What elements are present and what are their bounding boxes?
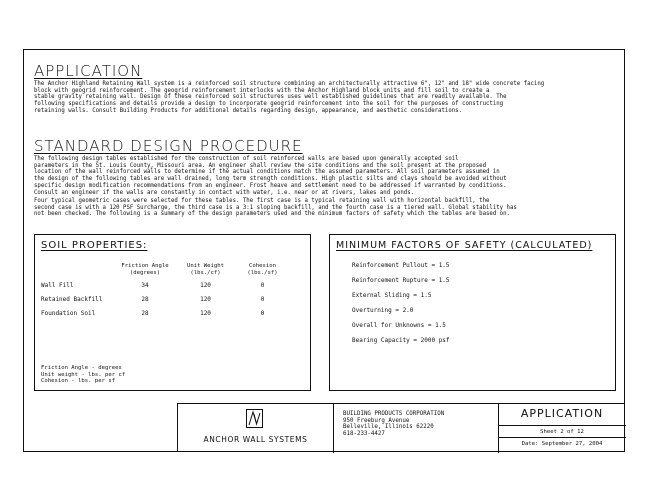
soil-legend — [41, 365, 125, 385]
soil-properties-title: SOIL PROPERTIES: — [41, 240, 148, 251]
safety-item: External Sliding = 1.5 — [352, 292, 432, 299]
sheet-date: Date: September 27, 2004 — [521, 441, 603, 447]
drawing-sheet — [23, 49, 625, 452]
application-heading: APPLICATION — [34, 62, 143, 80]
col-header-cohesion: Cohesion (lbs./sf) — [247, 263, 278, 276]
safety-item: Overturning = 2.0 — [352, 307, 414, 314]
procedure-paragraph-2: Four typical geometric cases were selected for these tables. The first case is a typical retaining wall with horizontal backfill, the second case is with a 120 PSF Surcharge, the third case is a 3:1 sloping backfill, and the fourth case is a tiered wall. Global stability has not been checked. The following is a summary of the design parameters used and the minimum factors of safety which the tables are based on. — [34, 198, 517, 218]
procedure-heading: STANDARD DESIGN PROCEDURE — [34, 137, 303, 155]
address-line: 618-233-4427 — [343, 430, 385, 437]
title-block — [177, 403, 625, 452]
soil-weight: 120 — [200, 282, 211, 289]
address-line: Belleville, Illinois 62220 — [343, 424, 434, 431]
sheet-number: Sheet 2 of 12 — [540, 429, 584, 435]
table-row — [35, 296, 310, 306]
soil-cohesion: 0 — [260, 296, 265, 303]
table-row — [35, 282, 310, 292]
soil-weight: 120 — [200, 310, 211, 317]
soil-name: Foundation Soil — [41, 310, 96, 317]
procedure-paragraph-1: The following design tables established for the construction of soil reinforced walls are based upon generally accepted soil parameters in the St. Louis County, Missouri area. An engineer shall review the site conditions and the soil present at the proposed location of the wall reinforced walls to determine if the actual conditions match the assumed parameters. All soil parameters assumed in the design of the following tables are wall drained, long term strength conditions. High plastic silts and clays should be avoided without specific design modification recommendations from an engineer. Frost heave and settlement need to be addressed if warranted by conditions. Consult an engineer if the walls are constantly in contact with water, i.e. near or at rivers, lakes and ponds. — [34, 156, 507, 196]
safety-item: Reinforcement Rupture = 1.5 — [352, 277, 450, 284]
soil-cohesion: 0 — [260, 282, 265, 289]
address-line: 950 Freeburg Avenue — [343, 417, 410, 424]
safety-item: Overall for Unknowns = 1.5 — [352, 322, 446, 329]
soil-weight: 120 — [200, 296, 211, 303]
address-line: BUILDING PRODUCTS CORPORATION — [343, 411, 445, 417]
soil-friction: 28 — [141, 310, 149, 317]
table-row — [35, 310, 310, 320]
safety-factors-title: MINIMUM FACTORS OF SAFETY (CALCULATED) — [336, 240, 593, 251]
address-block — [343, 411, 444, 437]
legend-line: Cohesion - lbs. per sf — [41, 378, 116, 385]
soil-cohesion: 0 — [260, 310, 265, 317]
safety-item: Bearing Capacity = 2000 psf — [352, 337, 450, 344]
soil-properties-box — [34, 234, 311, 391]
safety-item: Reinforcement Pullout = 1.5 — [352, 262, 450, 269]
application-paragraph: The Anchor Highland Retaining Wall system is a reinforced soil structure combining an architecturally attractive 6", 12" and 18" wide concrete facing block with geogrid reinforcement. The geogrid reinforcement interlocks with the Anchor Highland block units and fill soil to create a stable gravity retaining wall. Design of these reinforced soil structures uses well established guidelines that are readily available. The following specifications and details provide a design to incorporate geogrid reinforcement into the soil for the purposes of constructing retaining walls. Consult Building Products for additional details regarding design, appearance, and aesthetic considerations. — [34, 81, 545, 114]
soil-name: Wall Fill — [41, 282, 74, 289]
sheet-title: APPLICATION — [520, 407, 604, 420]
col-header-weight: Unit Weight (lbs./cf) — [186, 263, 225, 276]
safety-factors-box — [329, 234, 616, 391]
soil-friction: 28 — [141, 296, 149, 303]
anchor-logo — [246, 409, 263, 428]
company-name: ANCHOR WALL SYSTEMS — [203, 435, 308, 444]
soil-name: Retained Backfill — [41, 296, 103, 303]
legend-line: Friction Angle - degrees — [41, 365, 122, 371]
col-header-friction: Friction Angle (degrees) — [121, 263, 169, 276]
legend-line: Unit weight - lbs. per cf — [41, 371, 126, 378]
soil-friction: 34 — [141, 282, 149, 289]
